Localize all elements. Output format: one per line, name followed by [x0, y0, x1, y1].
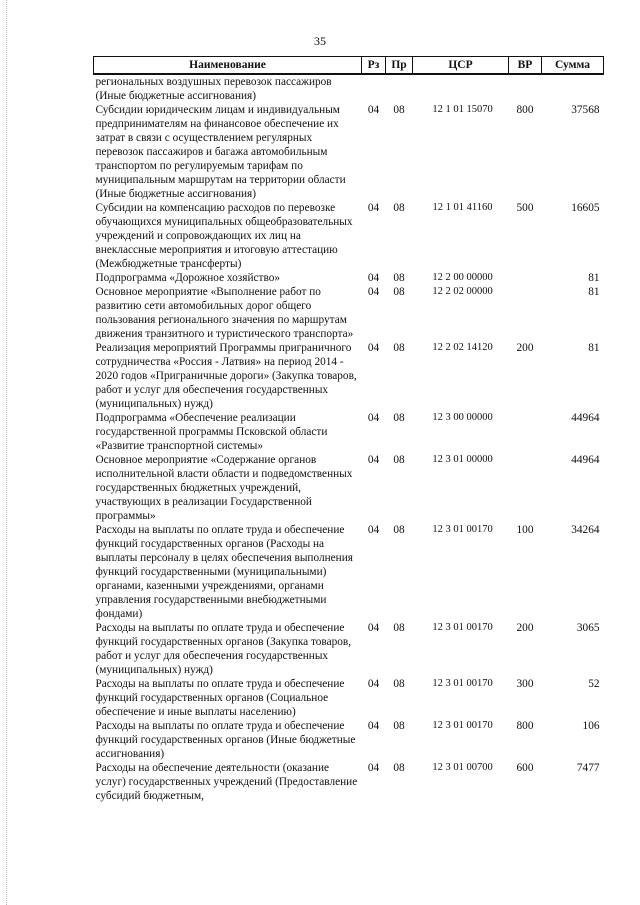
header-pr: Пр — [386, 57, 413, 75]
row-name: Основное мероприятие «Выполнение работ по развитию сети автомобильных дорог общего пользования регионального значения по маршрутам движения транзитного и туристического транспорта» — [95, 286, 354, 340]
row-rz — [362, 74, 386, 103]
row-rz: 04 — [367, 678, 380, 690]
table-row — [94, 341, 604, 411]
row-rz: 04 — [367, 762, 380, 774]
row-sum: 7477 — [576, 762, 600, 774]
row-csr: 12 3 01 00170 — [432, 524, 493, 535]
row-name: Основное мероприятие «Содержание органов исполнительной власти области и подведомственных государственных бюджетных учреждений, участвующих в реализации Государственной программы» — [95, 454, 353, 522]
row-pr — [386, 74, 413, 103]
row-sum: 81 — [588, 272, 600, 284]
table-row — [94, 201, 604, 271]
row-name: Расходы на обеспечение деятельности (оказание услуг) государственных учреждений (Предоставление субсидий бюджетным, — [95, 762, 358, 802]
row-name: Расходы на выплаты по оплате труда и обеспечение функций государственных органов (Социальное обеспечение и иные выплаты населению) — [95, 678, 345, 718]
row-sum: 106 — [582, 720, 600, 732]
scan-edge — [6, 0, 8, 905]
row-rz: 04 — [367, 202, 380, 214]
row-sum: 34264 — [571, 524, 600, 536]
table-row — [94, 761, 604, 803]
row-vr: 600 — [516, 762, 534, 774]
row-name: Подпрограмма «Обеспечение реализации государственной программы Псковской области «Развитие транспортной системы» — [95, 412, 328, 452]
row-csr — [413, 74, 509, 103]
row-rz: 04 — [367, 104, 380, 116]
row-rz: 04 — [367, 524, 380, 536]
row-vr: 200 — [516, 622, 534, 634]
row-pr: 08 — [393, 272, 405, 284]
row-sum: 44964 — [571, 454, 600, 466]
row-name: Реализация мероприятий Программы приграничного сотрудничества «Россия - Латвия» на период 2014 - 2020 годов «Приграничные дороги» (Закупка товаров, работ и услуг для обеспечения государственных (муниципальных) нужд) — [95, 342, 357, 410]
row-sum — [542, 74, 604, 103]
header-sum: Сумма — [542, 57, 604, 75]
row-name: Расходы на выплаты по оплате труда и обеспечение функций государственных органов (Закупка товаров, работ и услуг для обеспечения государственных (муниципальных) нужд) — [95, 622, 352, 676]
row-csr: 12 1 01 41160 — [432, 202, 493, 213]
row-pr: 08 — [393, 412, 405, 424]
row-pr: 08 — [393, 678, 405, 690]
table-row — [94, 103, 604, 201]
row-sum: 52 — [588, 678, 600, 690]
row-sum: 81 — [588, 286, 600, 298]
row-sum: 44964 — [571, 412, 600, 424]
row-vr — [509, 411, 542, 453]
header-vr: ВР — [509, 57, 542, 75]
row-sum: 16605 — [571, 202, 600, 214]
row-rz: 04 — [367, 622, 380, 634]
table-row — [94, 411, 604, 453]
row-pr: 08 — [393, 524, 405, 536]
row-vr — [509, 453, 542, 523]
row-vr: 500 — [516, 202, 534, 214]
row-pr: 08 — [393, 342, 405, 354]
row-rz: 04 — [367, 412, 380, 424]
header-rz: Рз — [362, 57, 386, 75]
header-csr: ЦСР — [413, 57, 509, 75]
row-vr — [509, 285, 542, 341]
row-csr: 12 1 01 15070 — [432, 104, 493, 115]
row-name: региональных воздушных перевозок пассажиров (Иные бюджетные ассигнования) — [95, 76, 332, 102]
row-vr: 300 — [516, 678, 534, 690]
row-pr: 08 — [393, 720, 405, 732]
row-vr: 800 — [516, 720, 534, 732]
table-row — [94, 453, 604, 523]
row-csr: 12 3 01 00700 — [432, 762, 493, 773]
table-header — [94, 57, 604, 75]
row-pr: 08 — [393, 454, 405, 466]
table-row — [94, 523, 604, 621]
row-rz: 04 — [367, 272, 380, 284]
header-name: Наименование — [94, 57, 362, 75]
table-row — [94, 285, 604, 341]
row-vr — [509, 271, 542, 285]
row-csr: 12 3 01 00000 — [432, 454, 493, 465]
table-row — [94, 677, 604, 719]
row-sum: 37568 — [571, 104, 600, 116]
page-number: 35 — [314, 34, 326, 48]
row-csr: 12 2 02 00000 — [432, 286, 493, 297]
row-name: Расходы на выплаты по оплате труда и обеспечение функций государственных органов (Расходы на выплаты персоналу в целях обеспечения выполнения функций государственными (муниципальными) органами, казенными учреждениями, органами управления государственными внебюджетными фондами) — [95, 524, 353, 620]
row-pr: 08 — [393, 622, 405, 634]
row-csr: 12 2 02 14120 — [432, 342, 493, 353]
row-sum: 81 — [588, 342, 600, 354]
row-vr: 100 — [516, 524, 534, 536]
budget-table — [93, 56, 604, 803]
row-vr: 800 — [516, 104, 534, 116]
row-name: Подпрограмма «Дорожное хозяйство» — [95, 272, 280, 284]
row-csr: 12 3 01 00170 — [432, 720, 493, 731]
row-vr: 200 — [516, 342, 534, 354]
row-pr: 08 — [393, 286, 405, 298]
row-rz: 04 — [367, 342, 380, 354]
table-row — [94, 621, 604, 677]
row-rz: 04 — [367, 720, 380, 732]
row-name: Расходы на выплаты по оплате труда и обеспечение функций государственных органов (Иные бюджетные ассигнования) — [95, 720, 356, 760]
row-pr: 08 — [393, 104, 405, 116]
row-rz: 04 — [367, 454, 380, 466]
row-csr: 12 3 01 00170 — [432, 622, 493, 633]
row-vr — [509, 74, 542, 103]
table-body — [94, 74, 604, 803]
row-csr: 12 3 01 00170 — [432, 678, 493, 689]
row-rz: 04 — [367, 286, 380, 298]
row-csr: 12 3 00 00000 — [432, 412, 493, 423]
row-name: Субсидии юридическим лицам и индивидуальным предпринимателям на финансовое обеспечение их затрат в связи с осуществлением регулярных перевозок пассажиров и багажа автомобильным транспортом по регулируемым тарифам по муниципальным маршрутам на территории области (Иные бюджетные ассигнования) — [95, 104, 346, 200]
table-row — [94, 271, 604, 285]
row-pr: 08 — [393, 202, 405, 214]
row-csr: 12 2 00 00000 — [432, 272, 493, 283]
row-sum: 3065 — [576, 622, 600, 634]
row-name: Субсидии на компенсацию расходов по перевозке обучающихся муниципальных общеобразовательных учреждений и сопровождающих их лиц на внеклассные мероприятия и итоговую аттестацию (Межбюджетные трансферты) — [95, 202, 353, 270]
row-pr: 08 — [393, 762, 405, 774]
table-row — [94, 74, 604, 103]
table-row — [94, 719, 604, 761]
